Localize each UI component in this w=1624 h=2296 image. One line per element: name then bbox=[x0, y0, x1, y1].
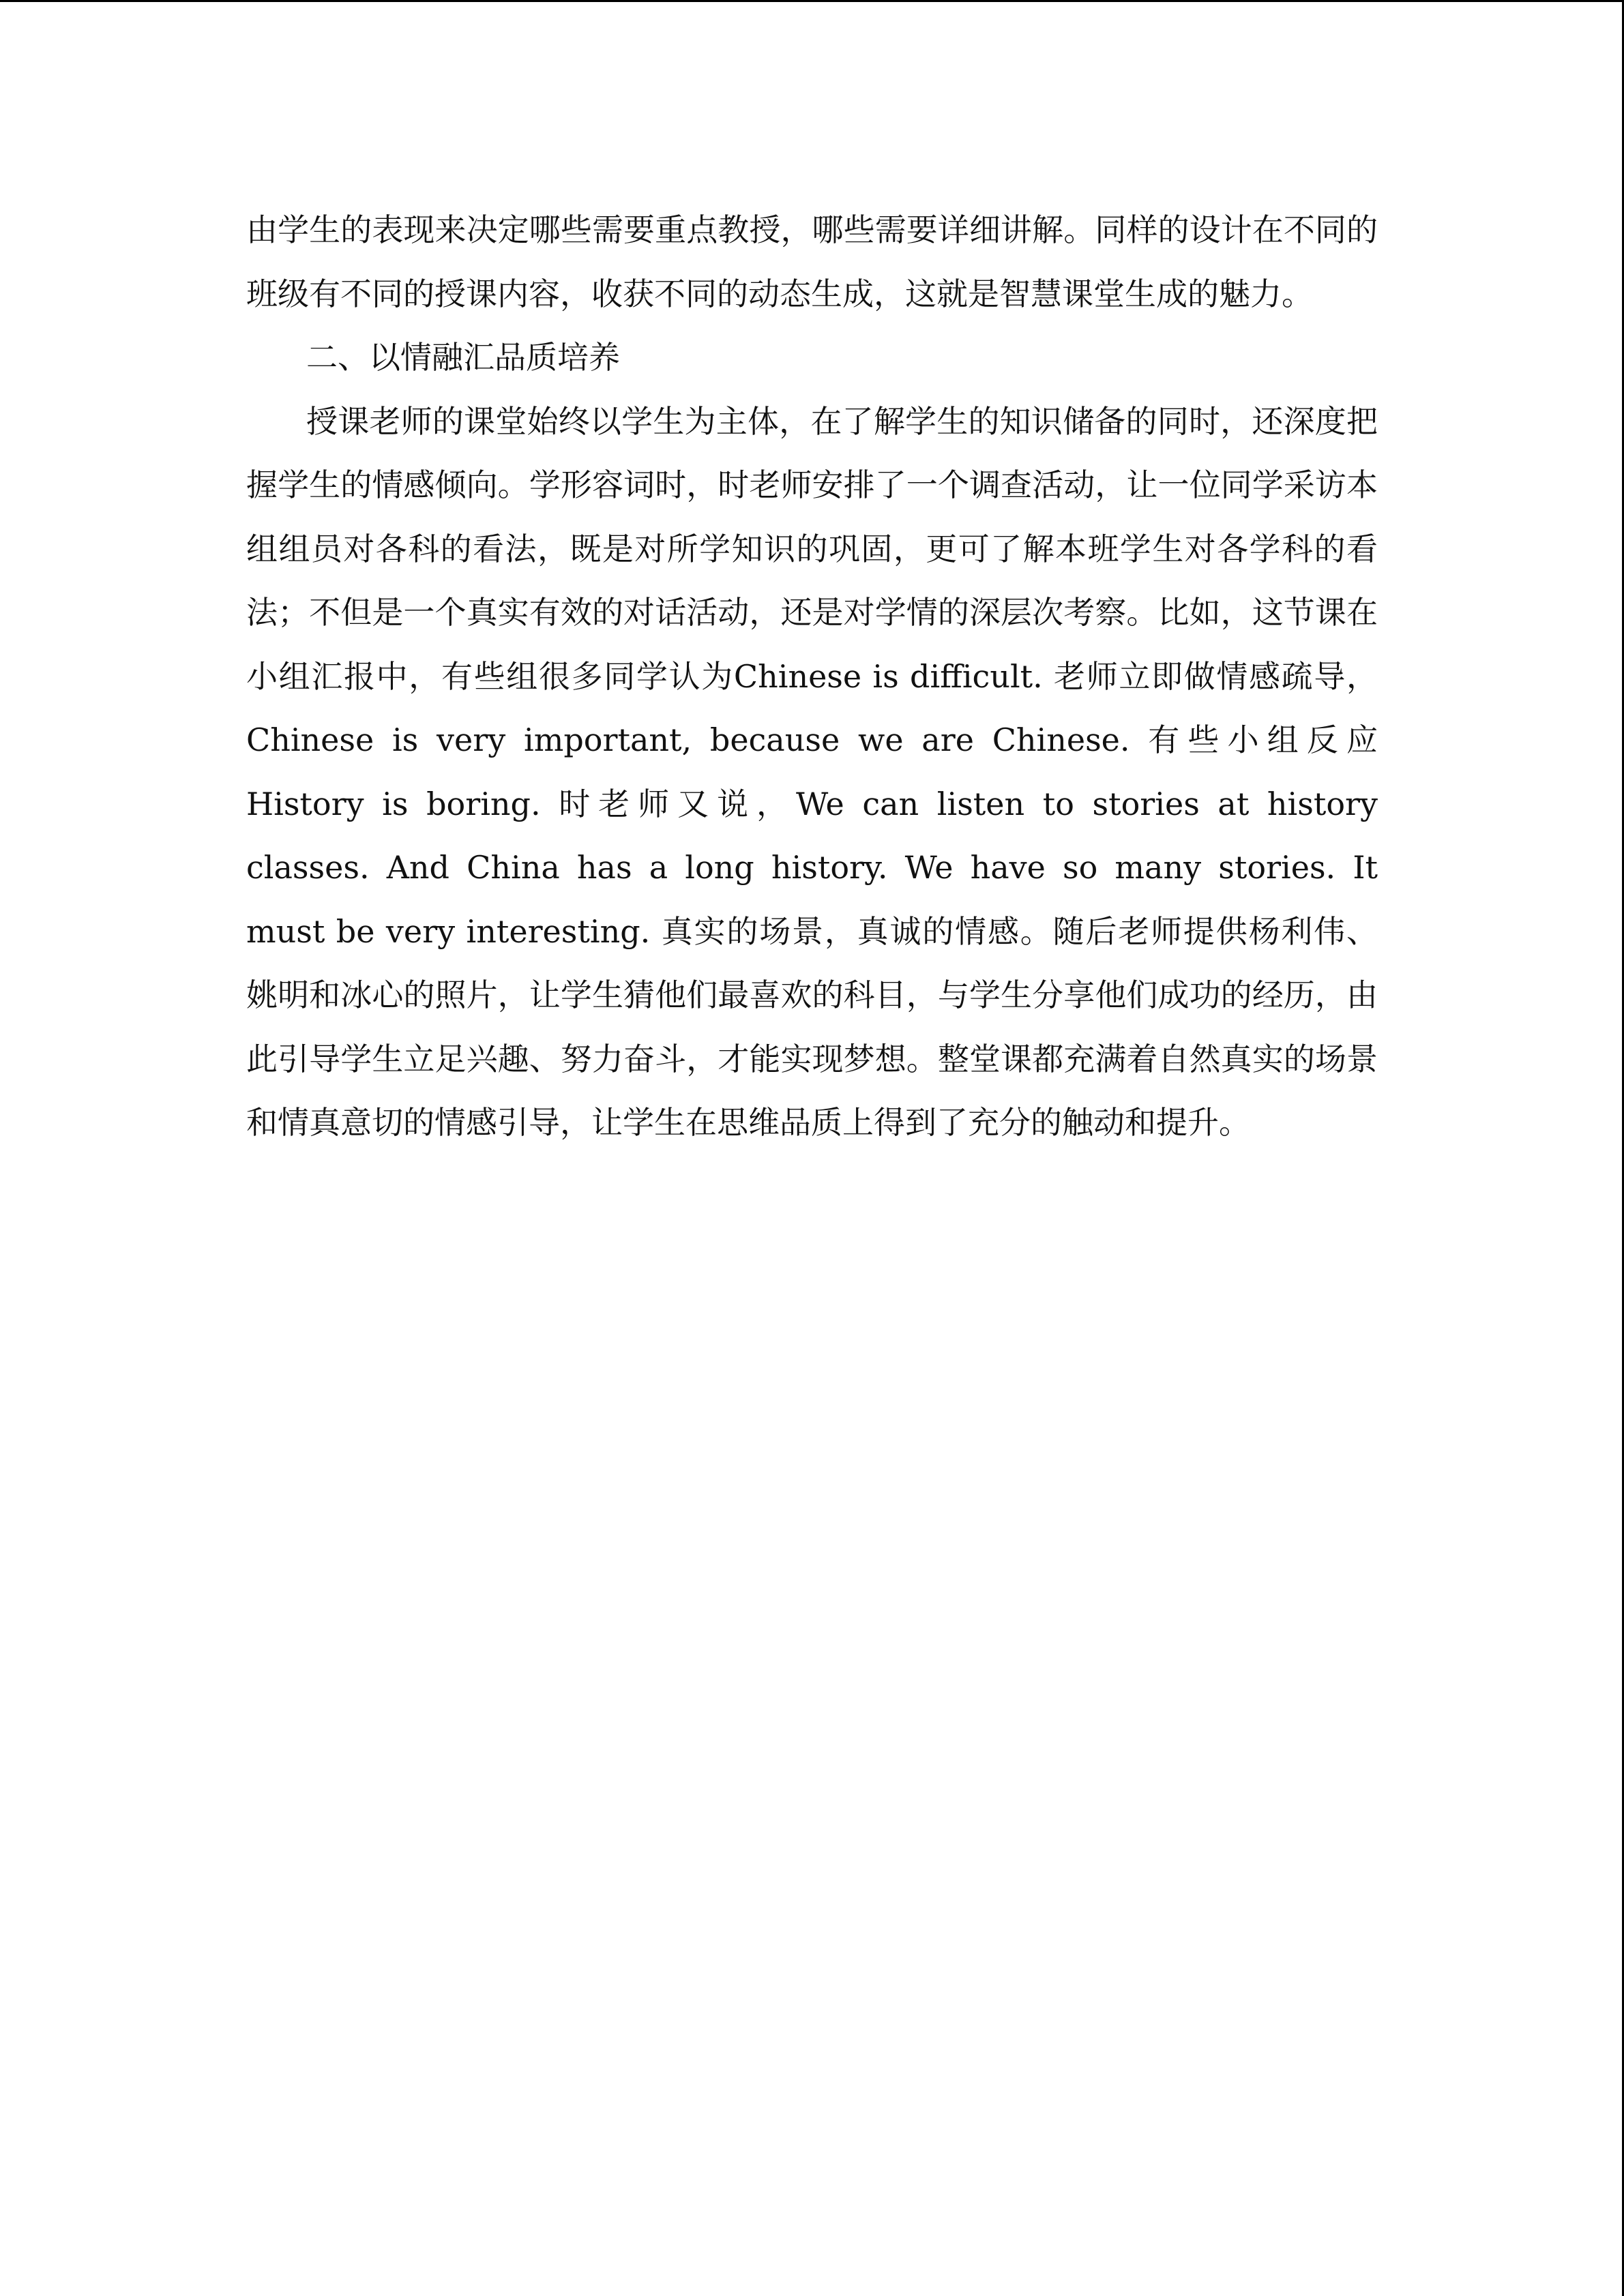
body-paragraph: 授课老师的课堂始终以学生为主体，在了解学生的知识储备的同时，还深度把握学生的情感倾向。学形容词时，时老师安排了一个调查活动，让一位同学采访本组组员对各科的看法，既是对所学知识的巩固，更可了解本班学生对各学科的看法；不但是一个真实有效的对话活动，还是对学情的深层次考察。比如，这节课在小组汇报中，有些组很多同学认为Chinese is difficult. 老师立即做情感疏导，Chinese is very important, because we are Chinese. 有些小组反应History is boring. 时老师又说，We can listen to stories at history classes. And China has a long history. We have so many stories. It must be very interesting. 真实的场景，真诚的情感。随后老师提供杨利伟、姚明和冰心的照片，让学生猜他们最喜欢的科目，与学生分享他们成功的经历，由此引导学生立足兴趣、努力奋斗，才能实现梦想。整堂课都充满着自然真实的场景和情真意切的情感引导，让学生在思维品质上得到了充分的触动和提升。 bbox=[246, 402, 1378, 1141]
section-heading: 二、以情融汇品质培养 bbox=[306, 339, 620, 376]
page-body bbox=[246, 198, 1378, 1155]
continuation-paragraph: 由学生的表现来决定哪些需要重点教授，哪些需要详细讲解。同样的设计在不同的班级有不同的授课内容，收获不同的动态生成，这就是智慧课堂生成的魅力。 bbox=[246, 211, 1378, 312]
